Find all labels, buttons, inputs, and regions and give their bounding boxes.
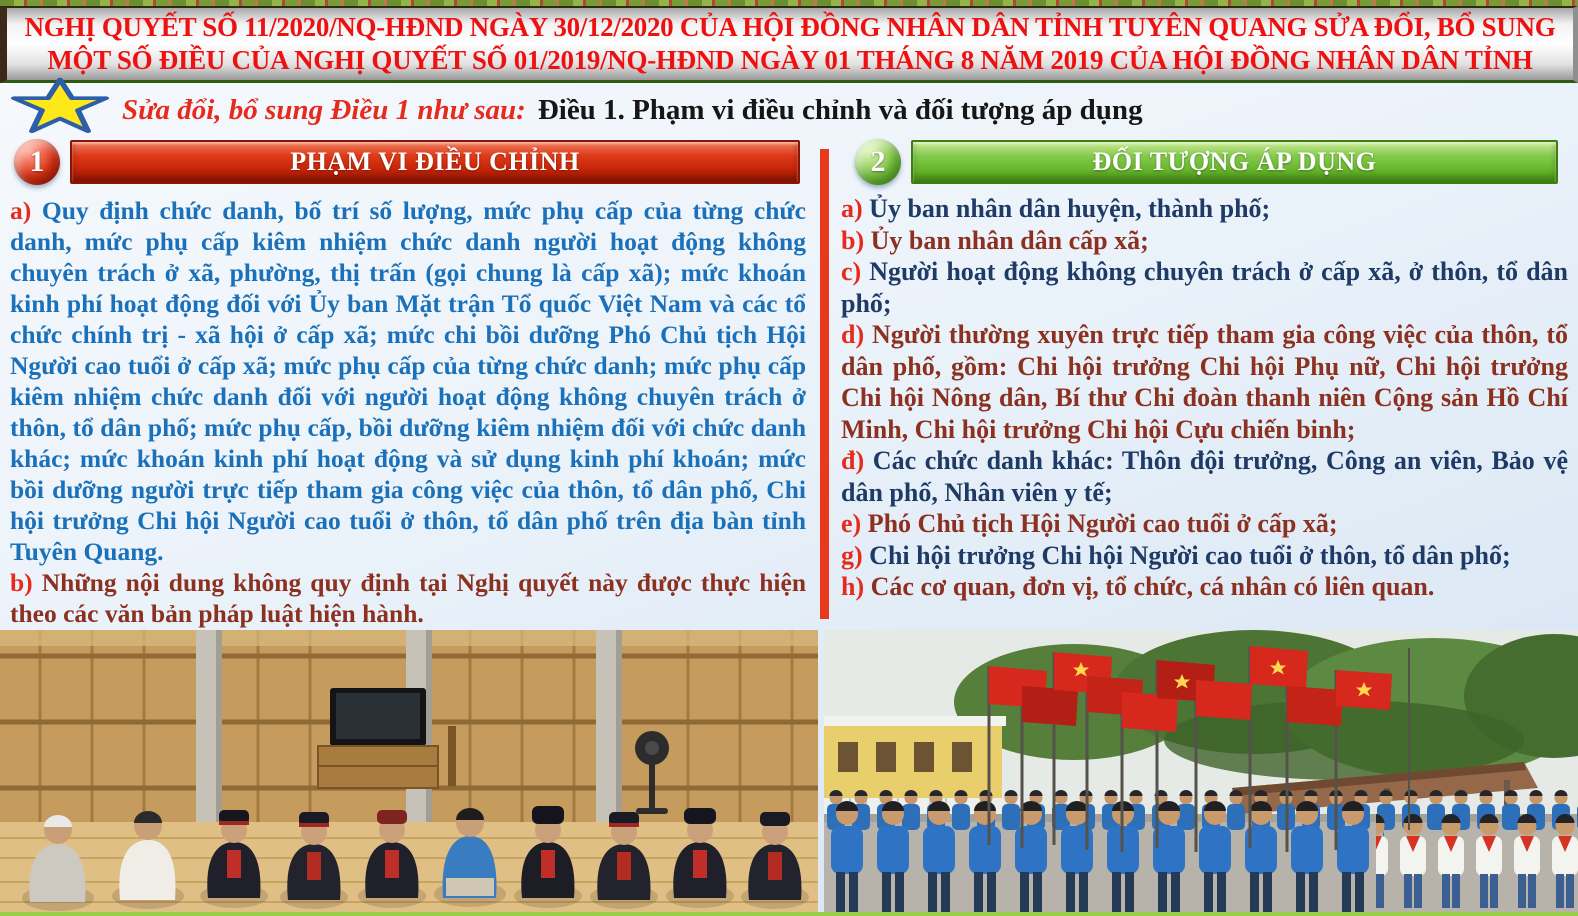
subtitle-row	[0, 83, 1578, 137]
panel2-title: ĐỐI TƯỢNG ÁP DỤNG	[911, 140, 1558, 184]
photo-flag-ceremony	[824, 630, 1578, 912]
paragraph-a	[10, 195, 806, 567]
item-g-text: Chi hội trưởng Chi hội Người cao tuổi ở thôn, tổ dân phố;	[862, 540, 1511, 570]
subtitle-text: Điều 1. Phạm vi điều chỉnh và đối tượng áp dụng	[537, 93, 1143, 126]
item-a-text: Ủy ban nhân dân huyện, thành phố;	[862, 194, 1271, 223]
list-item	[841, 508, 1568, 540]
list-item	[841, 225, 1568, 257]
panel1-body	[0, 187, 820, 629]
item-e-label: e)	[841, 509, 862, 538]
item-d-label: d)	[841, 320, 865, 349]
item-b-label: b)	[841, 225, 865, 255]
panel-pham-vi-dieu-chinh	[0, 137, 820, 629]
panel1-title: PHẠM VI ĐIỀU CHỈNH	[70, 140, 800, 184]
panel2-header	[829, 137, 1578, 187]
item-h-text: Các cơ quan, đơn vị, tổ chức, cá nhân có liên quan.	[864, 572, 1435, 601]
list-item	[841, 571, 1568, 603]
subtitle-lead: Sửa đổi, bổ sung Điều 1 như sau:	[122, 93, 526, 126]
list-item	[841, 256, 1568, 319]
list-item	[841, 193, 1568, 225]
photo-village-meeting	[0, 630, 818, 912]
header-banner	[0, 6, 1578, 83]
item-d-text: Người thường xuyên trực tiếp tham gia công việc của thôn, tổ dân phố, gồm: Chi hội trưởng Chi hội Phụ nữ, Chi hội trưởng Chi hội Nông dân, Bí thư Chi đoàn thanh niên Cộng sản Hồ Chí Minh, Chi hội trưởng Chi hội Cựu chiến binh;	[841, 320, 1568, 444]
paragraph-b-text: Những nội dung không quy định tại Nghị quyết này được thực hiện theo các văn bản pháp luật hiện hành.	[10, 568, 806, 628]
item-c-text: Người hoạt động không chuyên trách ở cấp xã, ở thôn, tổ dân phố;	[841, 257, 1568, 318]
paragraph-a-text: Quy định chức danh, bố trí số lượng, mức phụ cấp của từng chức danh, mức phụ cấp kiêm nhiệm chức danh người hoạt động không chuyên trách ở xã, phường, thị trấn (gọi chung là cấp xã); mức khoán kinh phí hoạt động đối với Ủy ban Mặt trận Tổ quốc Việt Nam và các tổ chức chính trị - xã hội ở cấp xã; mức chi bồi dưỡng Phó Chủ tịch Hội Người cao tuổi ở cấp xã; mức phụ cấp của từng chức danh; mức phụ cấp kiêm nhiệm chức danh đối với người hoạt động không chuyên trách ở thôn, tổ dân phố; mức phụ cấp, bồi dưỡng kiêm nhiệm đối với chức danh khác; mức khoán kinh phí hoạt động và sử dụng kinh phí khoán; mức bồi dưỡng người trực tiếp tham gia công việc của thôn, tổ dân phố, Chi hội trưởng Chi hội Người cao tuổi ở thôn, tổ dân phố trên địa bàn tỉnh Tuyên Quang.	[10, 196, 806, 566]
list-item	[841, 540, 1568, 572]
header-line2: MỘT SỐ ĐIỀU CỦA NGHỊ QUYẾT SỐ 01/2019/NQ-HĐND NGÀY 01 THÁNG 8 NĂM 2019 CỦA HỘI ĐỒNG NHÂN DÂN TỈNH	[47, 45, 1533, 75]
header-line1: NGHỊ QUYẾT SỐ 11/2020/NQ-HĐND NGÀY 30/12/2020 CỦA HỘI ĐỒNG NHÂN DÂN TỈNH TUYÊN QUANG SỬA ĐỔI, BỔ SUNG	[24, 12, 1556, 42]
photo-strip	[0, 630, 1578, 912]
list-item	[841, 445, 1568, 508]
item-dd-text: Các chức danh khác: Thôn đội trưởng, Công an viên, Bảo vệ dân phố, Nhân viên y tế;	[841, 446, 1568, 507]
item-e-text: Phó Chủ tịch Hội Người cao tuổi ở cấp xã;	[861, 509, 1338, 538]
panel1-header	[0, 137, 820, 187]
paragraph-a-label: a)	[10, 196, 32, 225]
column-divider	[820, 149, 829, 619]
item-c-label: c)	[841, 257, 862, 286]
panel-doi-tuong-ap-dung	[829, 137, 1578, 603]
panel1-number-badge: 1	[14, 139, 60, 185]
paragraph-b-label: b)	[10, 568, 33, 597]
panel2-number-badge: 2	[855, 139, 901, 185]
star-icon	[10, 76, 110, 136]
item-h-label: h)	[841, 572, 865, 601]
item-g-label: g)	[841, 540, 863, 570]
list-item	[841, 319, 1568, 445]
panel2-body	[829, 187, 1578, 603]
content-columns	[0, 137, 1578, 631]
paragraph-b	[10, 567, 806, 629]
item-b-text: Ủy ban nhân dân cấp xã;	[864, 225, 1149, 255]
decorative-bottom-border	[0, 912, 1578, 916]
item-dd-label: đ)	[841, 446, 865, 475]
item-a-label: a)	[841, 194, 863, 223]
